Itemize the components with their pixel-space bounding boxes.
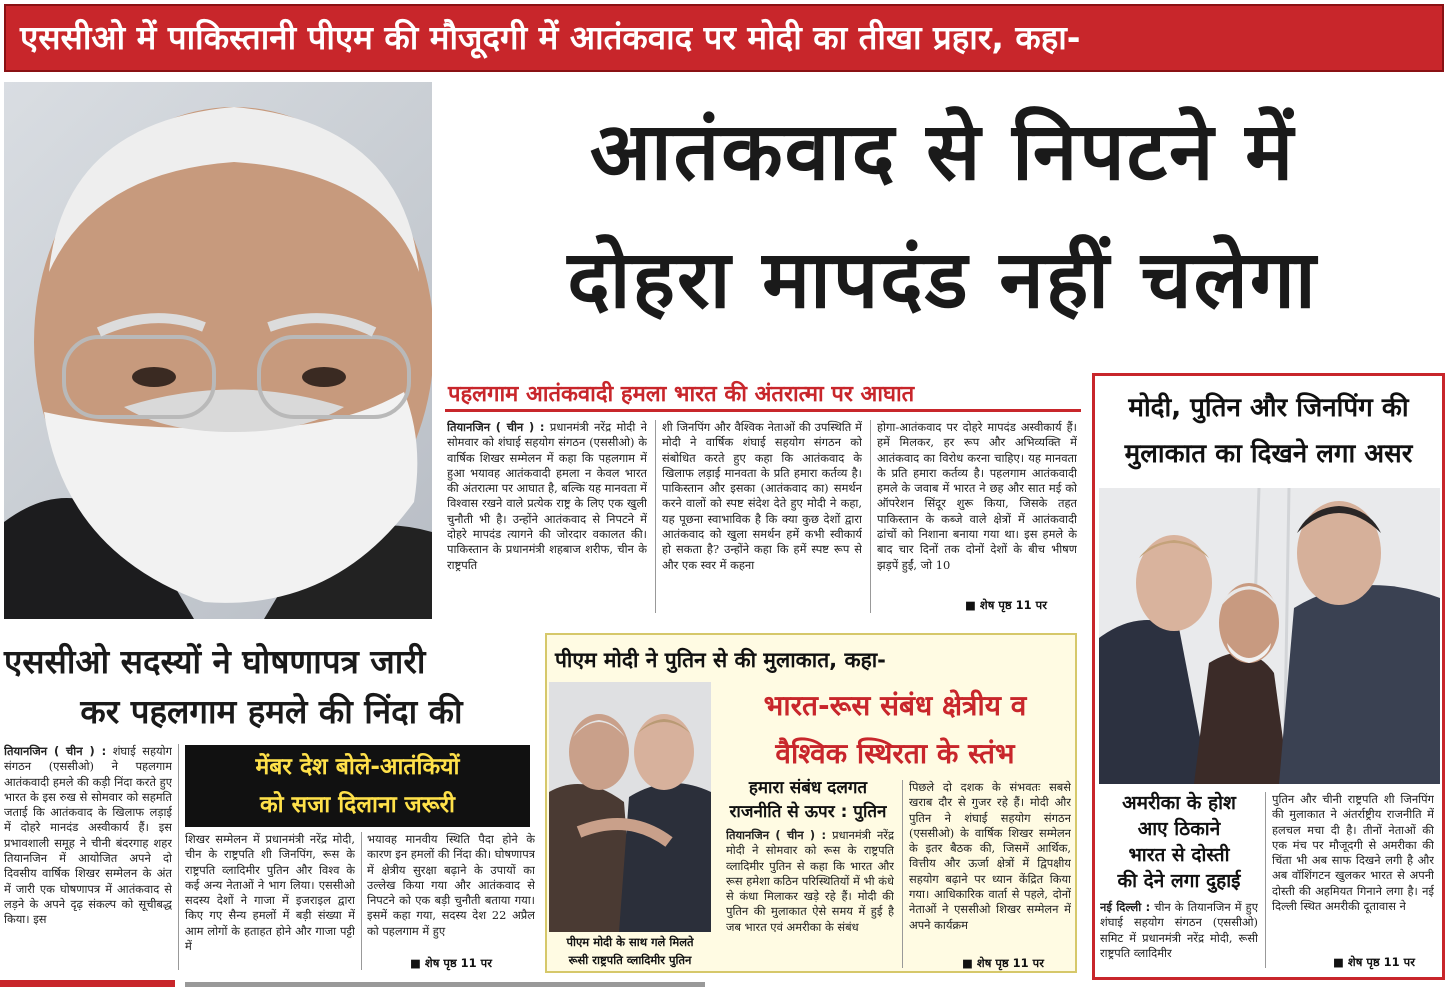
lead-story-col3-text: होगा-आतंकवाद पर दोहरे मापदंड अस्वीकार्य हैं। हमें मिलकर, हर रूप और अभिव्यक्ति में आतंकवाद का विरोध करना चाहिए। यह मानवता के प्रति हमारा कर्तव्य है। पहलगाम आतंकवादी हमले के जवाब में भारत ने छह और सात मई को ऑपरेशन सिंदूर शुरू किया, जिसके तहत पाकिस्तान के कब्जे वाले क्षेत्रों में आतंकवादी ढांचों को निशाना बनाया गया था। इस हमले के बाद चार दिनों तक दोनों देशों के बीच भीषण झड़पें हुईं, जो 10 <box>877 420 1077 572</box>
lead-story-dateline: तियानजिन ( चीन ) : <box>447 420 545 434</box>
putin-story-headline-1: भारत-रूस संबंध क्षेत्रीय व <box>763 689 1027 722</box>
side-story-divider <box>1265 792 1266 968</box>
lead-story-column-1 <box>447 420 647 615</box>
sco-story-column-2 <box>185 832 355 972</box>
putin-story-col2-text: पिछले दो दशक के संभवतः सबसे खराब दौर से गुजर रहे हैं। मोदी और पुतिन ने शंघाई सहयोग संगठन (एससीओ) के वार्षिक शिखर सम्मेलन के इतर बैठक की, जिसमें आर्थिक, वित्तीय और ऊर्जा क्षेत्रों में द्विपक्षीय सहयोग बढ़ाने पर ध्यान केंद्रित किया गया। आधिकारिक वार्ता से पहले, दोनों नेताओं ने एससीओ शिखर सम्मेलन में अपने कार्यक्रम <box>909 780 1071 932</box>
putin-story-headline-2: वैश्विक स्थिरता के स्तंभ <box>775 737 1015 770</box>
side-story-continued: ■ शेष पृष्ठ 11 पर <box>1333 955 1415 969</box>
bottom-strip-center <box>185 982 705 987</box>
sco-story-box-line-2: को सजा दिलाना जरूरी <box>260 792 455 818</box>
side-story-dateline: नई दिल्ली : <box>1100 900 1151 914</box>
side-story-subhead-3: भारत से दोस्ती <box>1128 844 1230 866</box>
putin-story-dateline: तियानजिन ( चीन ) : <box>726 828 827 842</box>
sco-story-divider-2 <box>361 832 362 970</box>
lead-story-col1-text: प्रधानमंत्री नरेंद्र मोदी ने सोमवार को शंघाई सहयोग संगठन (एससीओ) के वार्षिक शिखर सम्मेलन में कहा कि पहलगाम में हुआ भयावह आतंकवादी हमला न केवल भारत की अंतरात्मा पर आघात है, बल्कि यह मानवता में विश्वास रखने वाले प्रत्येक राष्ट्र के लिए एक खुली चुनौती भी है। उन्होंने आतंकवाद से निपटने में दोहरे मापदंड त्यागने की जोरदार वकालत की। पाकिस्तान के प्रधानमंत्री शहबाज शरीफ, चीन के राष्ट्रपति <box>447 420 647 572</box>
putin-story-kicker: पीएम मोदी ने पुतिन से की मुलाकात, कहा- <box>555 648 886 672</box>
side-story-col2-text: पुतिन और चीनी राष्ट्रपति शी जिनपिंग की मुलाकात ने अंतर्राष्ट्रीय राजनीति में हलचल मचा दी है। तीनों नेताओं की एक मंच पर मौजूदगी से अमरीका की चिंता भी अब साफ दिखने लगी है और अब वॉशिंगटन खुलकर भारत से अपनी दोस्ती की अहमियत गिनाने लगा है। नई दिल्ली स्थित अमरीकी दूतावास ने <box>1272 792 1434 914</box>
putin-story-column-1 <box>726 828 894 970</box>
main-headline-line-1: आतंकवाद से निपटने में <box>589 105 1296 198</box>
sco-story-dateline: तियानजिन ( चीन ) : <box>4 744 107 758</box>
sco-story-col1-text: शंघाई सहयोग संगठन (एससीओ) ने पहलगाम आतंकवादी हमले की कड़ी निंदा करते हुए भारत के इस रुख से सोमवार को सहमति जताई कि आतंकवाद के खिलाफ लड़ाई में दोहरे मानदंड अस्वीकार्य हैं। इस प्रभावशाली समूह ने चीनी बंदरगाह शहर तियानजिन में आयोजित अपने दो दिवसीय वार्षिक शिखर सम्मेलन के अंत में जारी एक घोषणापत्र में आतंकवाद से लड़ने के अपने दृढ़ संकल्प को सूचीबद्ध किया। इस <box>4 744 172 927</box>
sco-story-continued: ■ शेष पृष्ठ 11 पर <box>410 956 492 970</box>
side-story-column-2 <box>1272 792 1434 952</box>
sco-story-col2-text: शिखर सम्मेलन में प्रधानमंत्री नरेंद्र मोदी, चीन के राष्ट्रपति शी जिनपिंग, रूस के राष्ट्रपति व्लादिमीर पुतिन और विश्व के कई अन्य नेताओं ने भाग लिया। एससीओ सदस्य देशों ने गाजा में इजराइल द्वारा किए गए सैन्य हमलों में बड़ी संख्या में आम लोगों के हताहत होने और गाजा पट्टी में <box>185 832 355 954</box>
modi-portrait-photo <box>4 82 432 619</box>
side-story-subhead-4: की देने लगा दुहाई <box>1117 870 1241 892</box>
modi-portrait-illustration <box>4 82 432 619</box>
lead-story-divider-2 <box>870 420 871 613</box>
putin-story-photo-caption-2: रूसी राष्ट्रपति व्लादिमीर पुतिन <box>568 953 692 967</box>
side-story-headline-1: मोदी, पुतिन और जिनपिंग की <box>1128 393 1409 423</box>
sco-story-headline-1: एससीओ सदस्यों ने घोषणापत्र जारी <box>4 642 426 681</box>
putin-story-col1-text: प्रधानमंत्री नरेंद्र मोदी ने सोमवार को रूस के राष्ट्रपति व्लादिमीर पुतिन से कहा कि भारत और रूस हमेशा कठिन परिस्थितियों में भी कंधे से कंधा मिलाकर खड़े रहे हैं। मोदी की पुतिन की मुलाकात ऐसे समय में हुई है जब भारत एवं अमरीका के संबंध <box>726 828 894 934</box>
sco-story-headline-2: कर पहलगाम हमले की निंदा की <box>80 692 463 731</box>
lead-story-subhead: पहलगाम आतंकवादी हमला भारत की अंतरात्मा पर आघात <box>448 382 915 407</box>
putin-story-subhead-2: राजनीति से ऊपर : पुतिन <box>729 802 887 822</box>
sco-story-column-1 <box>4 744 172 972</box>
side-story-photo <box>1099 488 1440 784</box>
putin-story-continued: ■ शेष पृष्ठ 11 पर <box>962 956 1044 970</box>
top-banner: एससीओ में पाकिस्तानी पीएम की मौजूदगी में आतंकवाद पर मोदी का तीखा प्रहार, कहा- <box>4 4 1444 72</box>
putin-story-subhead-1: हमारा संबंध दलगत <box>748 778 868 798</box>
sco-story-box-line-1: मेंबर देश बोले-आतंकियों <box>255 754 460 780</box>
putin-story-column-2 <box>909 780 1071 952</box>
putin-modi-xi-illustration <box>1099 488 1440 784</box>
side-story-subhead-2: आए ठिकाने <box>1137 818 1221 840</box>
main-headline-line-2: दोहरा मापदंड नहीं चलेगा <box>567 233 1318 326</box>
sco-story-column-3 <box>367 832 535 956</box>
sco-story-divider-1 <box>178 744 179 970</box>
putin-story-photo-caption-1: पीएम मोदी के साथ गले मिलते <box>566 935 694 949</box>
lead-story-column-3 <box>877 420 1077 595</box>
lead-story-rule <box>445 409 1081 412</box>
side-story-headline-2: मुलाकात का दिखने लगा असर <box>1124 439 1413 469</box>
lead-story-column-2 <box>662 420 862 615</box>
putin-story-photo <box>549 682 711 932</box>
modi-putin-hug-illustration <box>549 682 711 932</box>
side-story-subhead-1: अमरीका के होश <box>1122 792 1236 814</box>
bottom-strip-left <box>0 980 175 987</box>
sco-story-col3-text: भयावह मानवीय स्थिति पैदा होने के कारण इन हमलों की निंदा की। घोषणापत्र में क्षेत्रीय सुरक्षा बढ़ाने के उपायों का उल्लेख किया गया और आतंकवाद से निपटने को एक बड़ी चुनौती बताया गया। इसमें कहा गया, सदस्य देश 22 अप्रैल को पहलगाम में हुए <box>367 832 535 938</box>
side-story-col1-text: चीन के तियानजिन में हुए शंघाई सहयोग संगठन (एससीओ) समिट में प्रधानमंत्री नरेंद्र मोदी, रूसी राष्ट्रपति व्लादिमीर <box>1100 900 1258 960</box>
lead-story-col2-text: शी जिनपिंग और वैश्विक नेताओं की उपस्थिति में मोदी ने वार्षिक शंघाई सहयोग संगठन को संबोधित करते हुए कहा कि आतंकवाद के खिलाफ लड़ाई मानवता के प्रति हमारा कर्तव्य है। पाकिस्तान और इसका (आतंकवाद का) समर्थन करने वालों को स्पष्ट संदेश देते हुए मोदी ने कहा, यह पूछना स्वाभाविक है कि क्या कुछ देशों द्वारा आतंकवाद को खुला समर्थन हमें कभी स्वीकार्य हो सकता है? उन्होंने कहा कि हमें स्पष्ट रूप से और एक स्वर में कहना <box>662 420 862 572</box>
side-story-column-1 <box>1100 900 1258 970</box>
putin-story-divider <box>902 780 903 968</box>
lead-story-continued: ■ शेष पृष्ठ 11 पर <box>965 598 1047 612</box>
lead-story-divider-1 <box>655 420 656 613</box>
